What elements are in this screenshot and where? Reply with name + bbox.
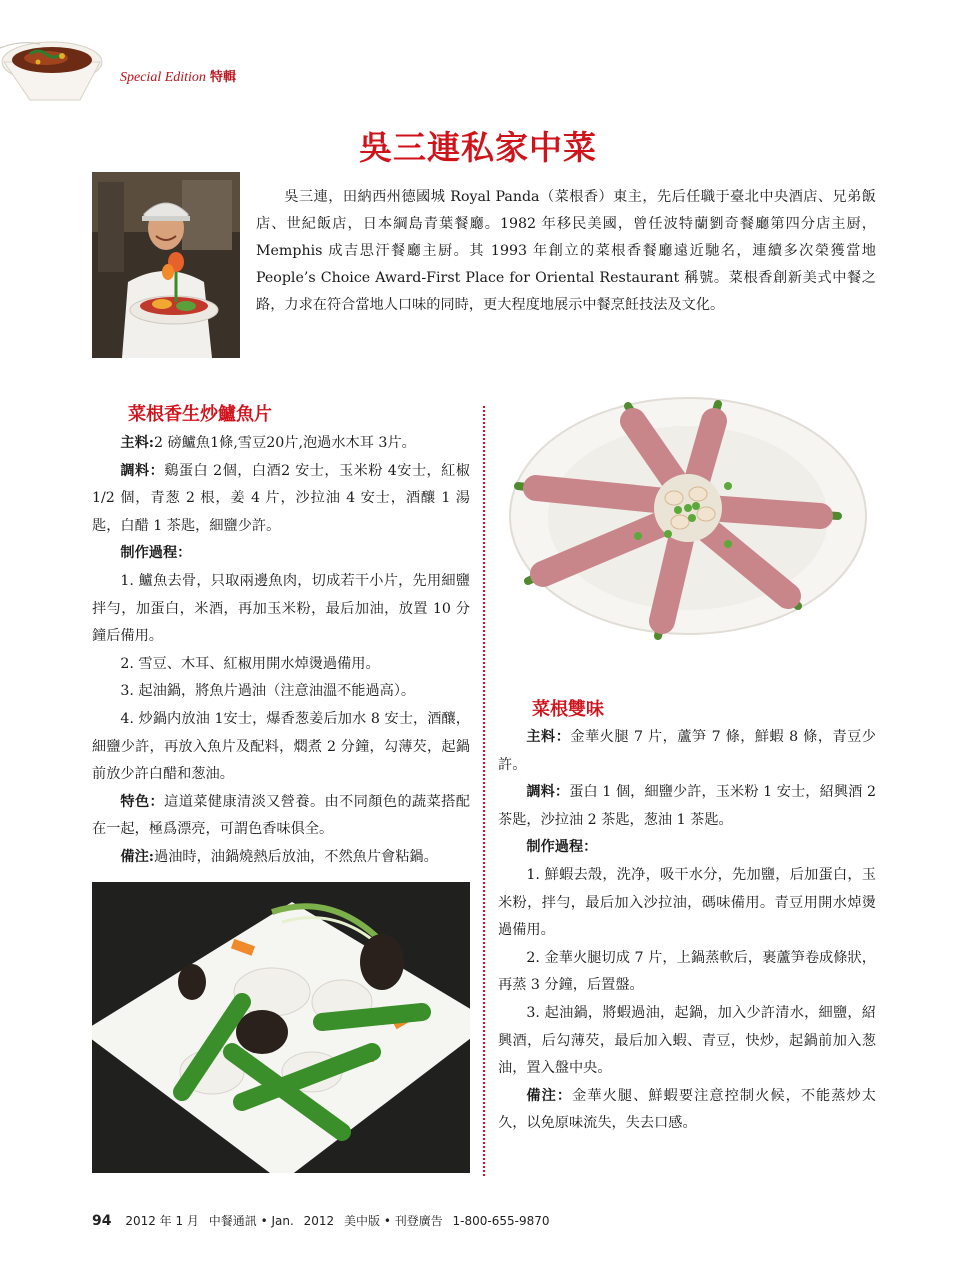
dish1-main-ingredients xyxy=(92,430,470,458)
dish2-step-1: 1. 鮮蝦去殼，洗净，吸干水分，先加鹽，后加蛋白，玉米粉，拌勻，最后加入沙拉油，碼味備用。青豆用開水焯燙過備用。 xyxy=(498,866,876,939)
dish1-note-label: 備注: xyxy=(120,848,155,865)
dish1-step-4: 4. 炒鍋内放油 1安士，爆香葱姜后加水 8 安士，酒釀，細鹽少許，再放入魚片及配料，燜煮 2 分鐘，勾薄芡，起鍋前放少許白醋和葱油。 xyxy=(92,710,470,783)
dish2-season-label: 調料： xyxy=(526,784,570,801)
footer-phone: 1-800-655-9870 xyxy=(452,1214,550,1228)
dish2-main-text: 金華火腿 7 片，蘆笋 7 條，鮮蝦 8 條，青豆少許。 xyxy=(498,729,876,773)
article-title: 吳三連私家中菜 xyxy=(359,128,597,167)
dish2-step-3: 3. 起油鍋，將蝦過油，起鍋，加入少許清水，細鹽，紹興酒，后勾薄芡，最后加入蝦、青豆，快炒，起鍋前加入葱油，置入盤中央。 xyxy=(498,1004,876,1077)
dish2-note xyxy=(498,1083,876,1138)
dish1-step-1: 1. 鱸魚去骨，只取兩邊魚肉，切成若干小片，先用細鹽拌勻，加蛋白，米酒，再加玉米粉，最后加油，放置 10 分鐘后備用。 xyxy=(92,572,470,645)
dish2-main-label: 主料： xyxy=(526,729,571,745)
dish2-note-text: 金華火腿、鮮蝦要注意控制火候，不能蒸炒太久，以免原味流失，失去口感。 xyxy=(498,1087,876,1132)
edition-en: Special Edition xyxy=(120,70,206,85)
dish1-note xyxy=(92,844,470,872)
chef-photo xyxy=(92,172,240,358)
dish1-process-label: 制作過程： xyxy=(120,545,192,562)
dish1-feature-text: 這道菜健康清淡又營養。由不同顏色的蔬菜搭配在一起，極爲漂亮，可謂色香味俱全。 xyxy=(92,793,470,838)
ham-asparagus-dish-photo xyxy=(498,366,878,676)
dish2-season-text: 蛋白 1 個，細鹽少許，玉米粉 1 安士，紹興酒 2 茶匙，沙拉油 2 茶匙，葱油 1 茶匙。 xyxy=(498,784,876,828)
dish2-process-label: 制作過程： xyxy=(526,839,598,856)
footer-year: 2012 xyxy=(303,1214,335,1228)
dish1-step-2: 2. 雪豆、木耳、紅椒用開水焯燙過備用。 xyxy=(120,655,380,672)
footer-edition: 美中版 • 刊登廣告 xyxy=(344,1214,443,1228)
dish1-seasoning xyxy=(92,458,470,541)
dish2-note-label: 備注： xyxy=(526,1087,573,1104)
intro-paragraph: 吳三連，田納西州德國城 Royal Panda（菜根香）東主，先后任職于臺北中央酒店、兄弟飯店、世紀飯店，日本綱島青葉餐廳。1982 年移民美國，曾任波特蘭劉奇餐廳第四分店主厨，Memphis 成吉思汗餐廳主厨。其 1993 年創立的菜根香餐廳遠近馳名，連續多次榮獲當地 People’s Choice Award-First Place for Oriental Restaurant 稱號。菜根香創新美式中餐之路，力求在符合當地人口味的同時，更大程度地展示中餐烹飪技法及文化。 xyxy=(256,189,876,313)
dish1-feature-label: 特色： xyxy=(120,793,165,810)
dish2-recipe xyxy=(498,724,876,1138)
dish1-feature xyxy=(92,789,470,844)
page-number: 94 xyxy=(92,1213,112,1229)
special-edition-label xyxy=(120,66,236,86)
dish2-title: 菜根雙味 xyxy=(532,699,604,720)
edition-cn: 特輯 xyxy=(209,70,236,85)
column-divider xyxy=(483,406,485,1176)
dish1-main-label: 主料: xyxy=(120,435,155,451)
dish1-note-text: 過油時，油鍋燒熱后放油，不然魚片會粘鍋。 xyxy=(154,848,438,865)
dish1-title: 菜根香生炒鱸魚片 xyxy=(128,404,272,425)
dish2-main-ingredients xyxy=(498,724,876,779)
footer-date: 2012 年 1 月 xyxy=(125,1214,199,1228)
footer-magazine: 中餐通訊 • Jan. xyxy=(208,1214,294,1228)
dish1-step-3: 3. 起油鍋，將魚片過油（注意油溫不能過高）。 xyxy=(120,683,416,700)
dish1-recipe xyxy=(92,430,470,872)
fish-snowpea-dish-photo xyxy=(92,882,470,1173)
dish2-seasoning xyxy=(498,779,876,834)
dish2-step-2: 2. 金華火腿切成 7 片，上鍋蒸軟后，裹蘆笋卷成條狀，再蒸 3 分鐘，后置盤。 xyxy=(498,949,876,994)
page-footer xyxy=(92,1212,556,1229)
dish1-season-text: 鷄蛋白 2個，白酒2 安士，玉米粉 4安士，紅椒 1/2 個，青葱 2 根，姜 4 片，沙拉油 4 安士，酒釀 1 湯匙，白醋 1 茶匙，細鹽少許。 xyxy=(92,462,470,534)
dish1-main-text: 2 磅鱸魚1條,雪豆20片,泡過水木耳 3片。 xyxy=(154,435,416,451)
soup-bowl-logo xyxy=(0,18,112,110)
dish1-season-label: 調料： xyxy=(120,462,165,479)
